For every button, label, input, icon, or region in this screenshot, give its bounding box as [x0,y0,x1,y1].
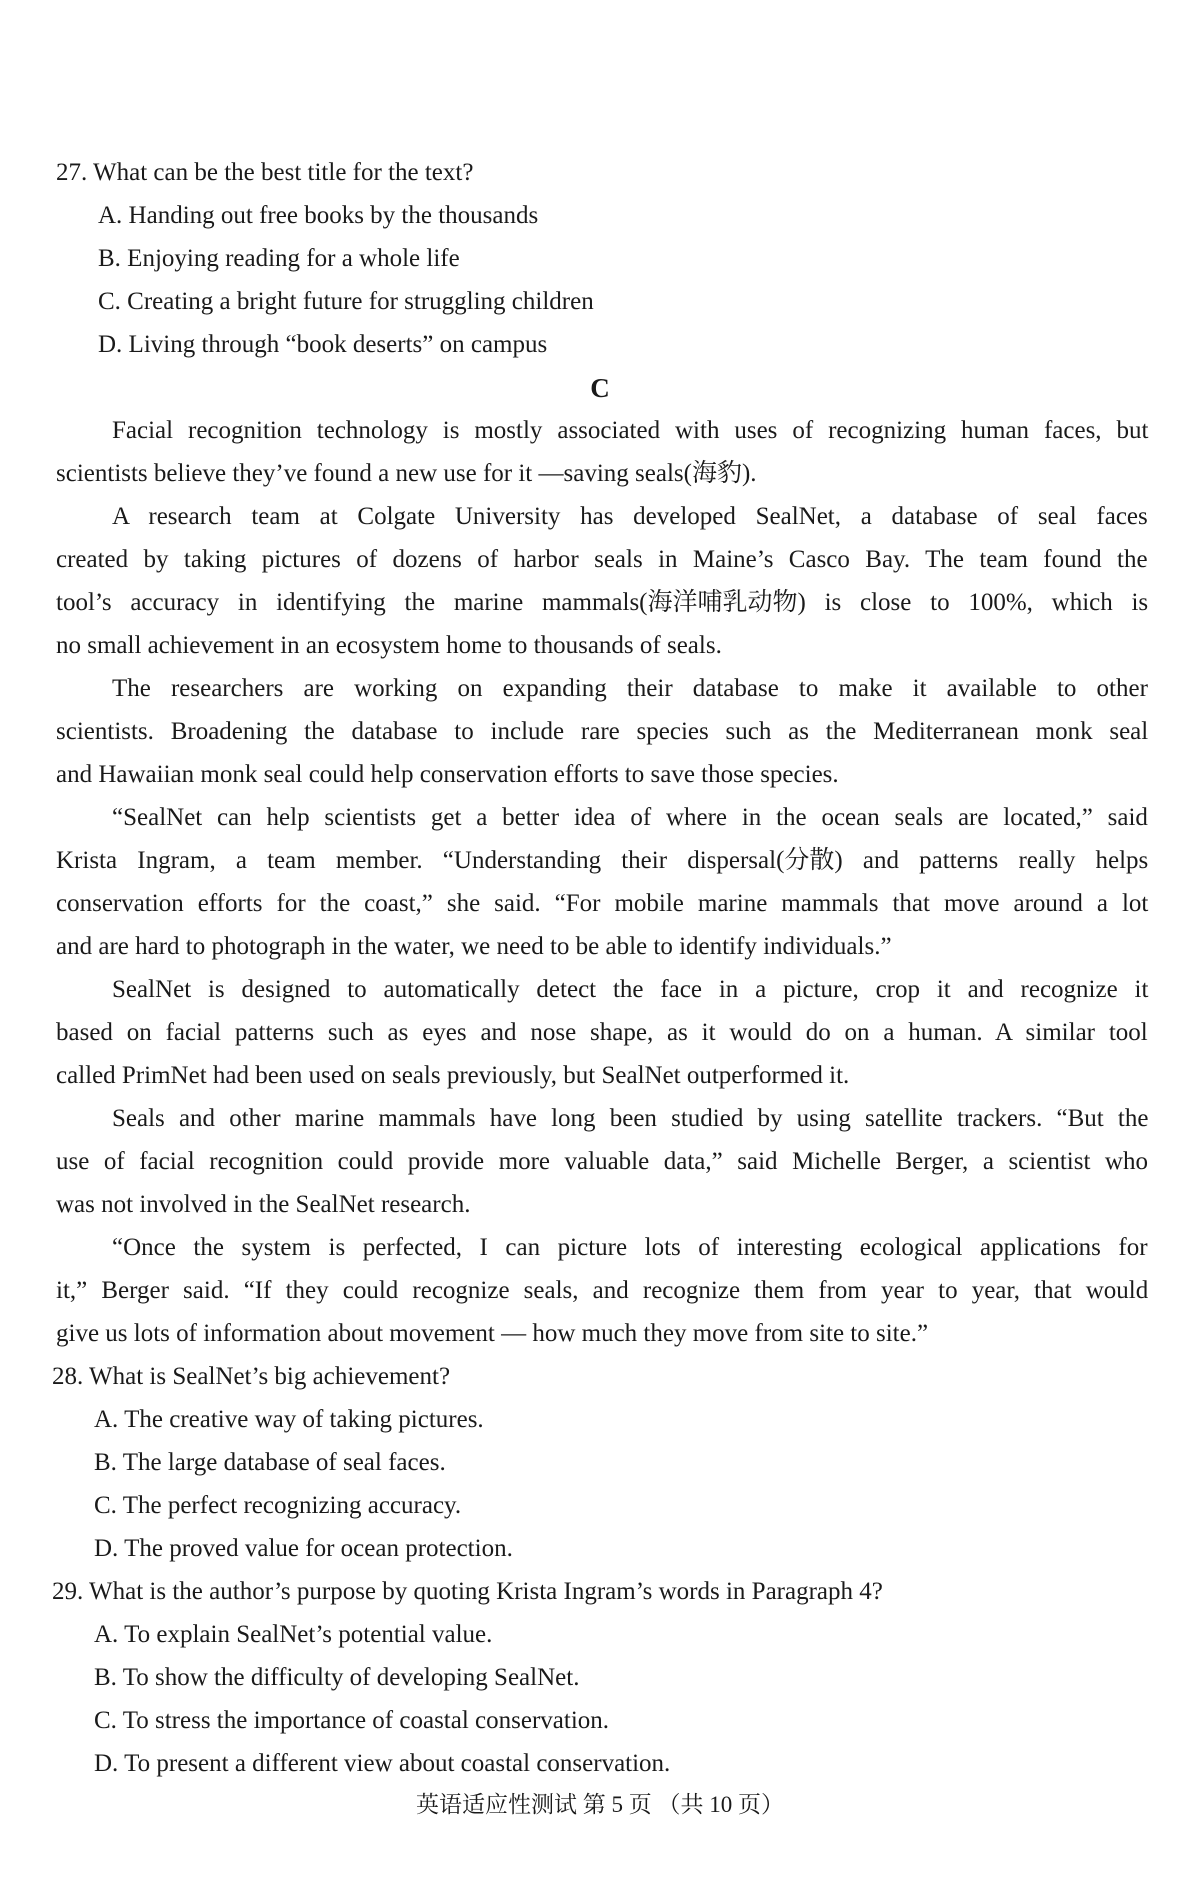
passage-line: conservation efforts for the coast,” she said. “For mobile marine mammals that move around a lot [56,890,1149,917]
passage-line: scientists believe they’ve found a new use for it —saving seals(海豹). [56,460,757,487]
passage-line: and Hawaiian monk seal could help conservation efforts to save those species. [56,761,839,788]
passage-line: Facial recognition technology is mostly associated with uses of recognizing human faces, but [112,417,1149,444]
passage-line: A research team at Colgate University has developed SealNet, a database of seal faces [112,503,1148,530]
passage-line: Krista Ingram, a team member. “Understanding their dispersal(分散) and patterns really helps [56,847,1149,874]
q27-stem: 27. What can be the best title for the text? [56,159,474,186]
passage-line: SealNet is designed to automatically detect the face in a picture, crop it and recognize it [112,976,1149,1003]
q29-option-a: A. To explain SealNet’s potential value. [94,1621,493,1648]
passage-line: called PrimNet had been used on seals previously, but SealNet outperformed it. [56,1062,850,1089]
passage-line: and are hard to photograph in the water, we need to be able to identify individuals.” [56,933,892,960]
q29-option-b: B. To show the difficulty of developing SealNet. [94,1664,580,1691]
q27-option-a: A. Handing out free books by the thousands [98,202,539,229]
passage-line: scientists. Broadening the database to include rare species such as the Mediterranean monk seal [56,718,1149,745]
passage-line: Seals and other marine mammals have long been studied by using satellite trackers. “But the [112,1105,1149,1132]
passage-line: no small achievement in an ecosystem home to thousands of seals. [56,632,722,659]
section-heading-c: C [590,373,610,403]
passage-line: created by taking pictures of dozens of harbor seals in Maine’s Casco Bay. The team found the [56,546,1148,573]
passage-line: give us lots of information about movement — how much they move from site to site.” [56,1320,929,1347]
passage-line: tool’s accuracy in identifying the marine mammals(海洋哺乳动物) is close to 100%, which is [56,589,1149,616]
passage-line: “SealNet can help scientists get a better idea of where in the ocean seals are located,” said [112,804,1148,831]
q28-option-a: A. The creative way of taking pictures. [94,1406,484,1433]
q29-option-c: C. To stress the importance of coastal conservation. [94,1707,610,1734]
q28-stem: 28. What is SealNet’s big achievement? [52,1363,451,1390]
q27-option-b: B. Enjoying reading for a whole life [98,245,460,272]
passage-line: was not involved in the SealNet research. [56,1191,471,1218]
q27-option-c: C. Creating a bright future for struggling children [98,288,594,315]
q28-option-b: B. The large database of seal faces. [94,1449,446,1476]
passage-line: it,” Berger said. “If they could recognize seals, and recognize them from year to year, that would [56,1277,1149,1304]
q27-option-d: D. Living through “book deserts” on campus [98,331,548,358]
q29-option-d: D. To present a different view about coastal conservation. [94,1750,671,1777]
passage-line: based on facial patterns such as eyes and nose shape, as it would do on a human. A similar tool [56,1019,1148,1046]
page-footer: 英语适应性测试 第 5 页 （共 10 页） [416,1792,784,1817]
q28-option-d: D. The proved value for ocean protection. [94,1535,513,1562]
passage-line: “Once the system is perfected, I can picture lots of interesting ecological applications for [112,1234,1148,1261]
q29-stem: 29. What is the author’s purpose by quoting Krista Ingram’s words in Paragraph 4? [52,1578,883,1605]
passage-line: The researchers are working on expanding their database to make it available to other [112,675,1148,702]
passage-line: use of facial recognition could provide more valuable data,” said Michelle Berger, a scientist who [56,1148,1148,1175]
q28-option-c: C. The perfect recognizing accuracy. [94,1492,462,1519]
